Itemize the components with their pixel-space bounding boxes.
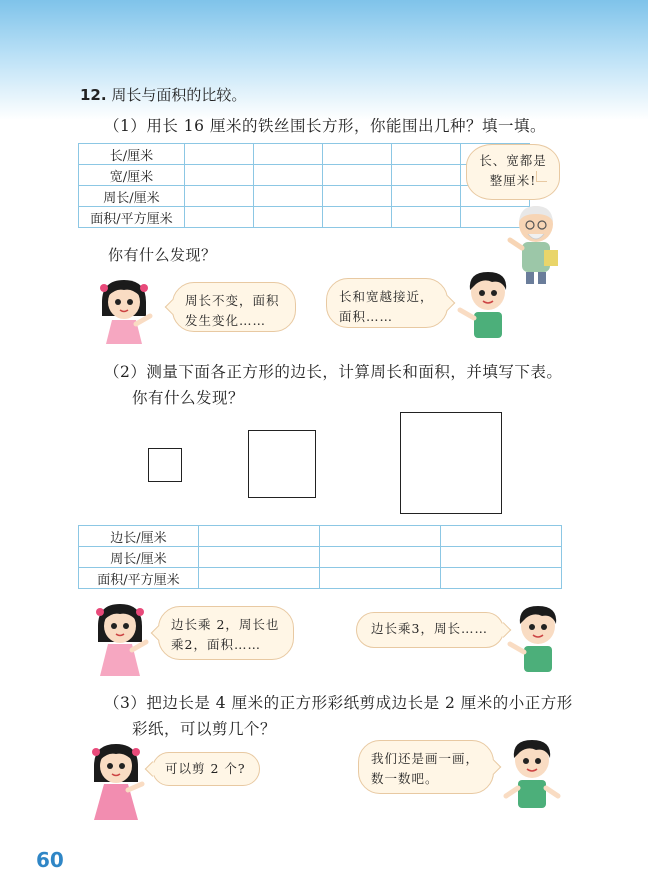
table-cell[interactable] xyxy=(199,568,320,589)
row-label: 边长/厘米 xyxy=(79,526,199,547)
table-cell[interactable] xyxy=(441,547,562,568)
table-cell[interactable] xyxy=(323,207,392,228)
rectangle-table xyxy=(78,143,530,228)
table-row xyxy=(79,165,530,186)
table-cell[interactable] xyxy=(392,186,461,207)
row-label: 面积/平方厘米 xyxy=(79,568,199,589)
part2-prompt-line1: （2）测量下面各正方形的边长，计算周长和面积，并填写下表。 xyxy=(104,363,563,381)
small-square xyxy=(148,448,182,482)
girl-speech-bubble-1: 周长不变，面积发生变化…… xyxy=(172,282,296,332)
table-row xyxy=(79,186,530,207)
row-label: 周长/厘米 xyxy=(79,547,199,568)
row-label: 长/厘米 xyxy=(79,144,185,165)
teacher-speech-bubble: 长、宽都是整厘米! xyxy=(466,144,560,200)
table-cell[interactable] xyxy=(323,165,392,186)
table-cell[interactable] xyxy=(392,207,461,228)
girl-speech-bubble-3: 可以剪 2 个? xyxy=(152,752,260,786)
table-cell[interactable] xyxy=(185,207,254,228)
table-cell[interactable] xyxy=(199,547,320,568)
problem-number: 12. xyxy=(80,86,107,104)
row-label: 面积/平方厘米 xyxy=(79,207,185,228)
table-cell[interactable] xyxy=(254,186,323,207)
table-cell[interactable] xyxy=(320,547,441,568)
table-cell[interactable] xyxy=(392,165,461,186)
table-cell[interactable] xyxy=(320,526,441,547)
table-cell[interactable] xyxy=(185,165,254,186)
large-square xyxy=(400,412,502,514)
table-cell[interactable] xyxy=(254,165,323,186)
square-table xyxy=(78,525,562,589)
table-cell[interactable] xyxy=(254,144,323,165)
medium-square xyxy=(248,430,316,498)
table-row xyxy=(79,547,562,568)
row-label: 周长/厘米 xyxy=(79,186,185,207)
part3-prompt-line1: （3）把边长是 4 厘米的正方形彩纸剪成边长是 2 厘米的小正方形 xyxy=(104,694,573,712)
table-cell[interactable] xyxy=(254,207,323,228)
table-cell[interactable] xyxy=(441,526,562,547)
part2-prompt-line2: 你有什么发现？ xyxy=(132,389,245,407)
table-cell[interactable] xyxy=(323,144,392,165)
table-row xyxy=(79,568,562,589)
girl-illustration xyxy=(84,740,148,824)
table-row xyxy=(79,526,562,547)
part1-prompt: （1）用长 16 厘米的铁丝围长方形，你能围出几种？填一填。 xyxy=(104,117,546,135)
table-row xyxy=(79,207,530,228)
table-row xyxy=(79,144,530,165)
table-cell[interactable] xyxy=(185,144,254,165)
problem-title xyxy=(80,84,246,105)
boy-illustration xyxy=(456,266,520,346)
boy-illustration xyxy=(500,734,564,818)
table-cell[interactable] xyxy=(392,144,461,165)
girl-illustration xyxy=(88,600,152,680)
problem-title-text: 周长与面积的比较。 xyxy=(111,86,247,104)
part1-question: 你有什么发现？ xyxy=(108,246,217,264)
table-cell[interactable] xyxy=(323,186,392,207)
girl-speech-bubble-2: 边长乘 2，周长也乘2，面积…… xyxy=(158,606,294,660)
table-cell[interactable] xyxy=(320,568,441,589)
girl-illustration xyxy=(92,276,156,346)
row-label: 宽/厘米 xyxy=(79,165,185,186)
boy-illustration xyxy=(506,600,570,680)
boy-speech-bubble-3: 我们还是画一画，数一数吧。 xyxy=(358,740,494,794)
part3-prompt-line2: 彩纸，可以剪几个？ xyxy=(132,720,277,738)
table-cell[interactable] xyxy=(185,186,254,207)
table-cell[interactable] xyxy=(199,526,320,547)
page-number: 60 xyxy=(36,848,64,872)
boy-speech-bubble-1: 长和宽越接近，面积…… xyxy=(326,278,448,328)
boy-speech-bubble-2: 边长乘3，周长…… xyxy=(356,612,504,648)
table-cell[interactable] xyxy=(441,568,562,589)
